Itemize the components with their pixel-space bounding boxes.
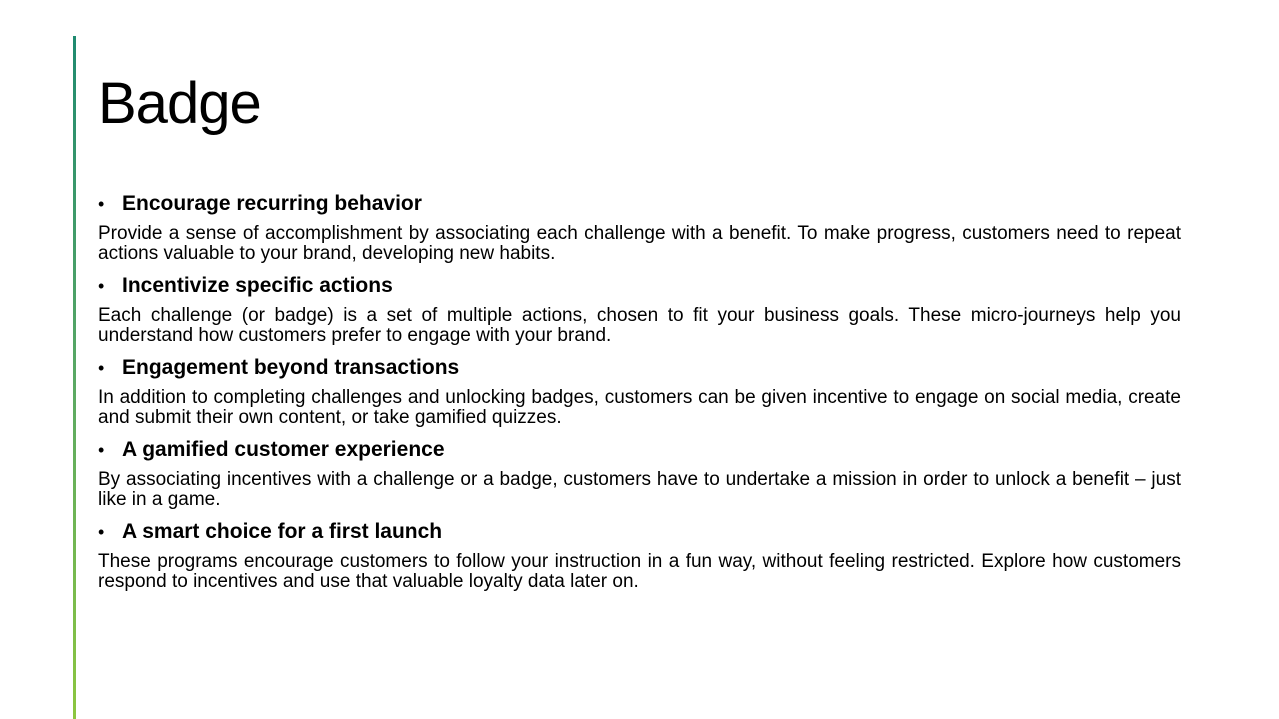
bullet-row [98, 518, 1181, 546]
section-gamified-experience [98, 436, 1181, 510]
section-description: By associating incentives with a challenge or a badge, customers have to undertake a mission in order to unlock a benefit – just like in a game. [98, 469, 1181, 510]
bullet-heading: A smart choice for a first launch [122, 520, 443, 543]
bullet-heading: A gamified customer experience [122, 438, 445, 461]
section-recurring-behavior [98, 190, 1181, 264]
slide-content [98, 190, 1181, 600]
bullet-row [98, 190, 1181, 218]
section-engagement [98, 354, 1181, 428]
section-description: Provide a sense of accomplishment by associating each challenge with a benefit. To make progress, customers need to repeat actions valuable to your brand, developing new habits. [98, 223, 1181, 264]
bullet-heading: Incentivize specific actions [122, 274, 393, 297]
bullet-icon: • [98, 358, 105, 378]
section-first-launch [98, 518, 1181, 592]
bullet-icon: • [98, 194, 105, 214]
bullet-row [98, 272, 1181, 300]
bullet-row [98, 436, 1181, 464]
bullet-heading: Engagement beyond transactions [122, 356, 460, 379]
section-description: These programs encourage customers to follow your instruction in a fun way, without feeling restricted. Explore how customers respond to incentives and use that valuable loyalty data later on. [98, 551, 1181, 592]
bullet-icon: • [98, 276, 105, 296]
section-description: In addition to completing challenges and unlocking badges, customers can be given incentive to engage on social media, create and submit their own content, or take gamified quizzes. [98, 387, 1181, 428]
slide-title: Badge [98, 71, 261, 136]
section-description: Each challenge (or badge) is a set of multiple actions, chosen to fit your business goals. These micro-journeys help you understand how customers prefer to engage with your brand. [98, 305, 1181, 346]
bullet-icon: • [98, 522, 105, 542]
accent-bar [73, 36, 76, 719]
bullet-icon: • [98, 440, 105, 460]
section-specific-actions [98, 272, 1181, 346]
bullet-row [98, 354, 1181, 382]
bullet-heading: Encourage recurring behavior [122, 192, 422, 215]
